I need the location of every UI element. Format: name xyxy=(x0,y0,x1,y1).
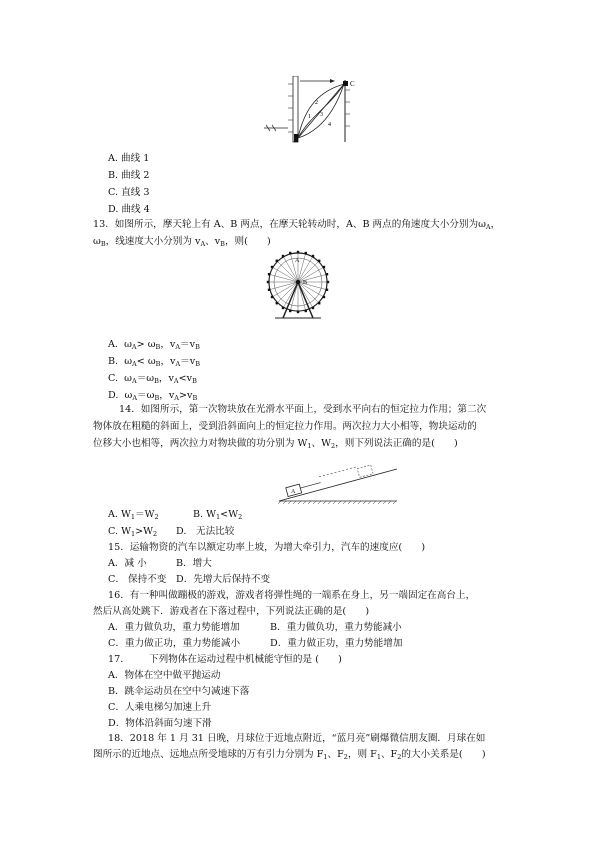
q18-stem-line1: 18．2018 年 1 月 31 日晚，月球位于近地点附近，“蓝月亮”刷爆微信朋友圈．月球在如 xyxy=(108,733,486,744)
q14-incline-figure xyxy=(277,459,402,504)
q16-stem-line2: 然后从高处跳下．游戏者在下落过程中，下列说法正确的是( ) xyxy=(93,606,370,617)
q18-stem-line2: 图所示的近地点、远地点所受地球的万有引力分别为 $F_1$、$F_2$，则 $F_1$、$F_2$的大小关系是( ) xyxy=(93,749,486,761)
q17-option-a: A．物体在空中做平抛运动 xyxy=(108,670,221,681)
q12-label-c: C xyxy=(350,80,355,88)
q13-stem-line2: $\omega_B$，线速度大小分别为 $v_A$、$v_B$，则( ) xyxy=(93,236,271,248)
q16-stem-line1: 16．有一种叫做蹦极的游戏，游戏者将弹性绳的一端系在身上，另一端固定在高台上， xyxy=(108,590,476,601)
q15-stem: 15．运输物资的汽车以额定功率上坡，为增大牵引力，汽车的速度应( ) xyxy=(108,542,426,553)
q12-option-b: B. 曲线 2 xyxy=(108,170,150,181)
q12-option-c: C. 直线 3 xyxy=(108,187,150,198)
q15-option-b: B．增大 xyxy=(176,558,212,569)
q13-option-d: D. $\omega_A=\omega_B$，$v_A>v_B$ xyxy=(108,390,198,402)
q13-option-a: A. $\omega_A> \omega_B$，$v_A=v_B$ xyxy=(108,339,200,351)
q14-label-a: A xyxy=(291,489,296,495)
q14-stem-line2: 物体放在粗糙的斜面上，受到沿斜面向上的恒定拉力作用。两次拉力大小相等，物块运动的 xyxy=(93,421,477,432)
q14-option-b: B. $W_1<W_2$ xyxy=(193,509,243,521)
q12-label-2: 2 xyxy=(315,100,318,106)
q15-option-c: C． 保持不变 xyxy=(108,574,167,585)
q15-option-d: D．先增大后保持不变 xyxy=(176,574,271,585)
q17-stem: 下列物体在运动过程中机械能守恒的是 ( ) xyxy=(149,654,342,665)
q13-option-b: B. $\omega_A< \omega_B$，$v_A=v_B$ xyxy=(108,356,200,368)
q13-option-c: C. $\omega_A=\omega_B$，$v_A<v_B$ xyxy=(108,373,197,385)
q16-option-a: A．重力做负功，重力势能增加 xyxy=(108,622,240,633)
q12-option-a: A. 曲线 1 xyxy=(108,153,150,164)
q16-option-b: B．重力做负功，重力势能减小 xyxy=(270,622,402,633)
q12-figure xyxy=(260,76,360,144)
q13-label-b: B xyxy=(303,280,308,286)
q14-option-c: C. $W_1>W_2$ xyxy=(108,526,158,538)
q16-option-d: D．重力做正功，重力势能增加 xyxy=(270,638,403,649)
q13-ferris-wheel-figure xyxy=(265,250,331,320)
q17-option-c: C．人乘电梯匀加速上升 xyxy=(108,702,212,713)
q14-stem-line1: 14．如图所示，第一次物块放在光滑水平面上，受到水平向右的恒定拉力作用；第二次 xyxy=(119,404,487,415)
q12-option-d: D. 曲线 4 xyxy=(108,204,150,215)
q14-stem-line3: 位移大小也相等，两次拉力对物块做的功分别为 $W_1$、$W_2$，则下列说法正确的是( ) xyxy=(93,438,458,450)
q17-number: 17． xyxy=(108,654,130,665)
q17-option-b: B．跳伞运动员在空中匀减速下落 xyxy=(108,686,250,697)
q17-option-d: D．物体沿斜面匀速下滑 xyxy=(108,718,212,729)
q12-label-4: 4 xyxy=(328,122,331,128)
q16-option-c: C．重力做正功，重力势能减小 xyxy=(108,638,241,649)
q12-label-1: 1 xyxy=(308,114,311,120)
q15-option-a: A．减 小 xyxy=(108,558,147,569)
q14-option-d: D. 无法比较 xyxy=(176,526,235,537)
q12-label-3: 3 xyxy=(320,112,323,118)
q14-option-a: A. $W_1=W_2$ xyxy=(108,509,159,521)
q13-stem-line1: 13．如图所示，摩天轮上有 A、B 两点，在摩天轮转动时，A、B 两点的角速度大小分别为$\omega_A$， xyxy=(93,219,501,231)
q13-label-a: A xyxy=(295,258,300,264)
